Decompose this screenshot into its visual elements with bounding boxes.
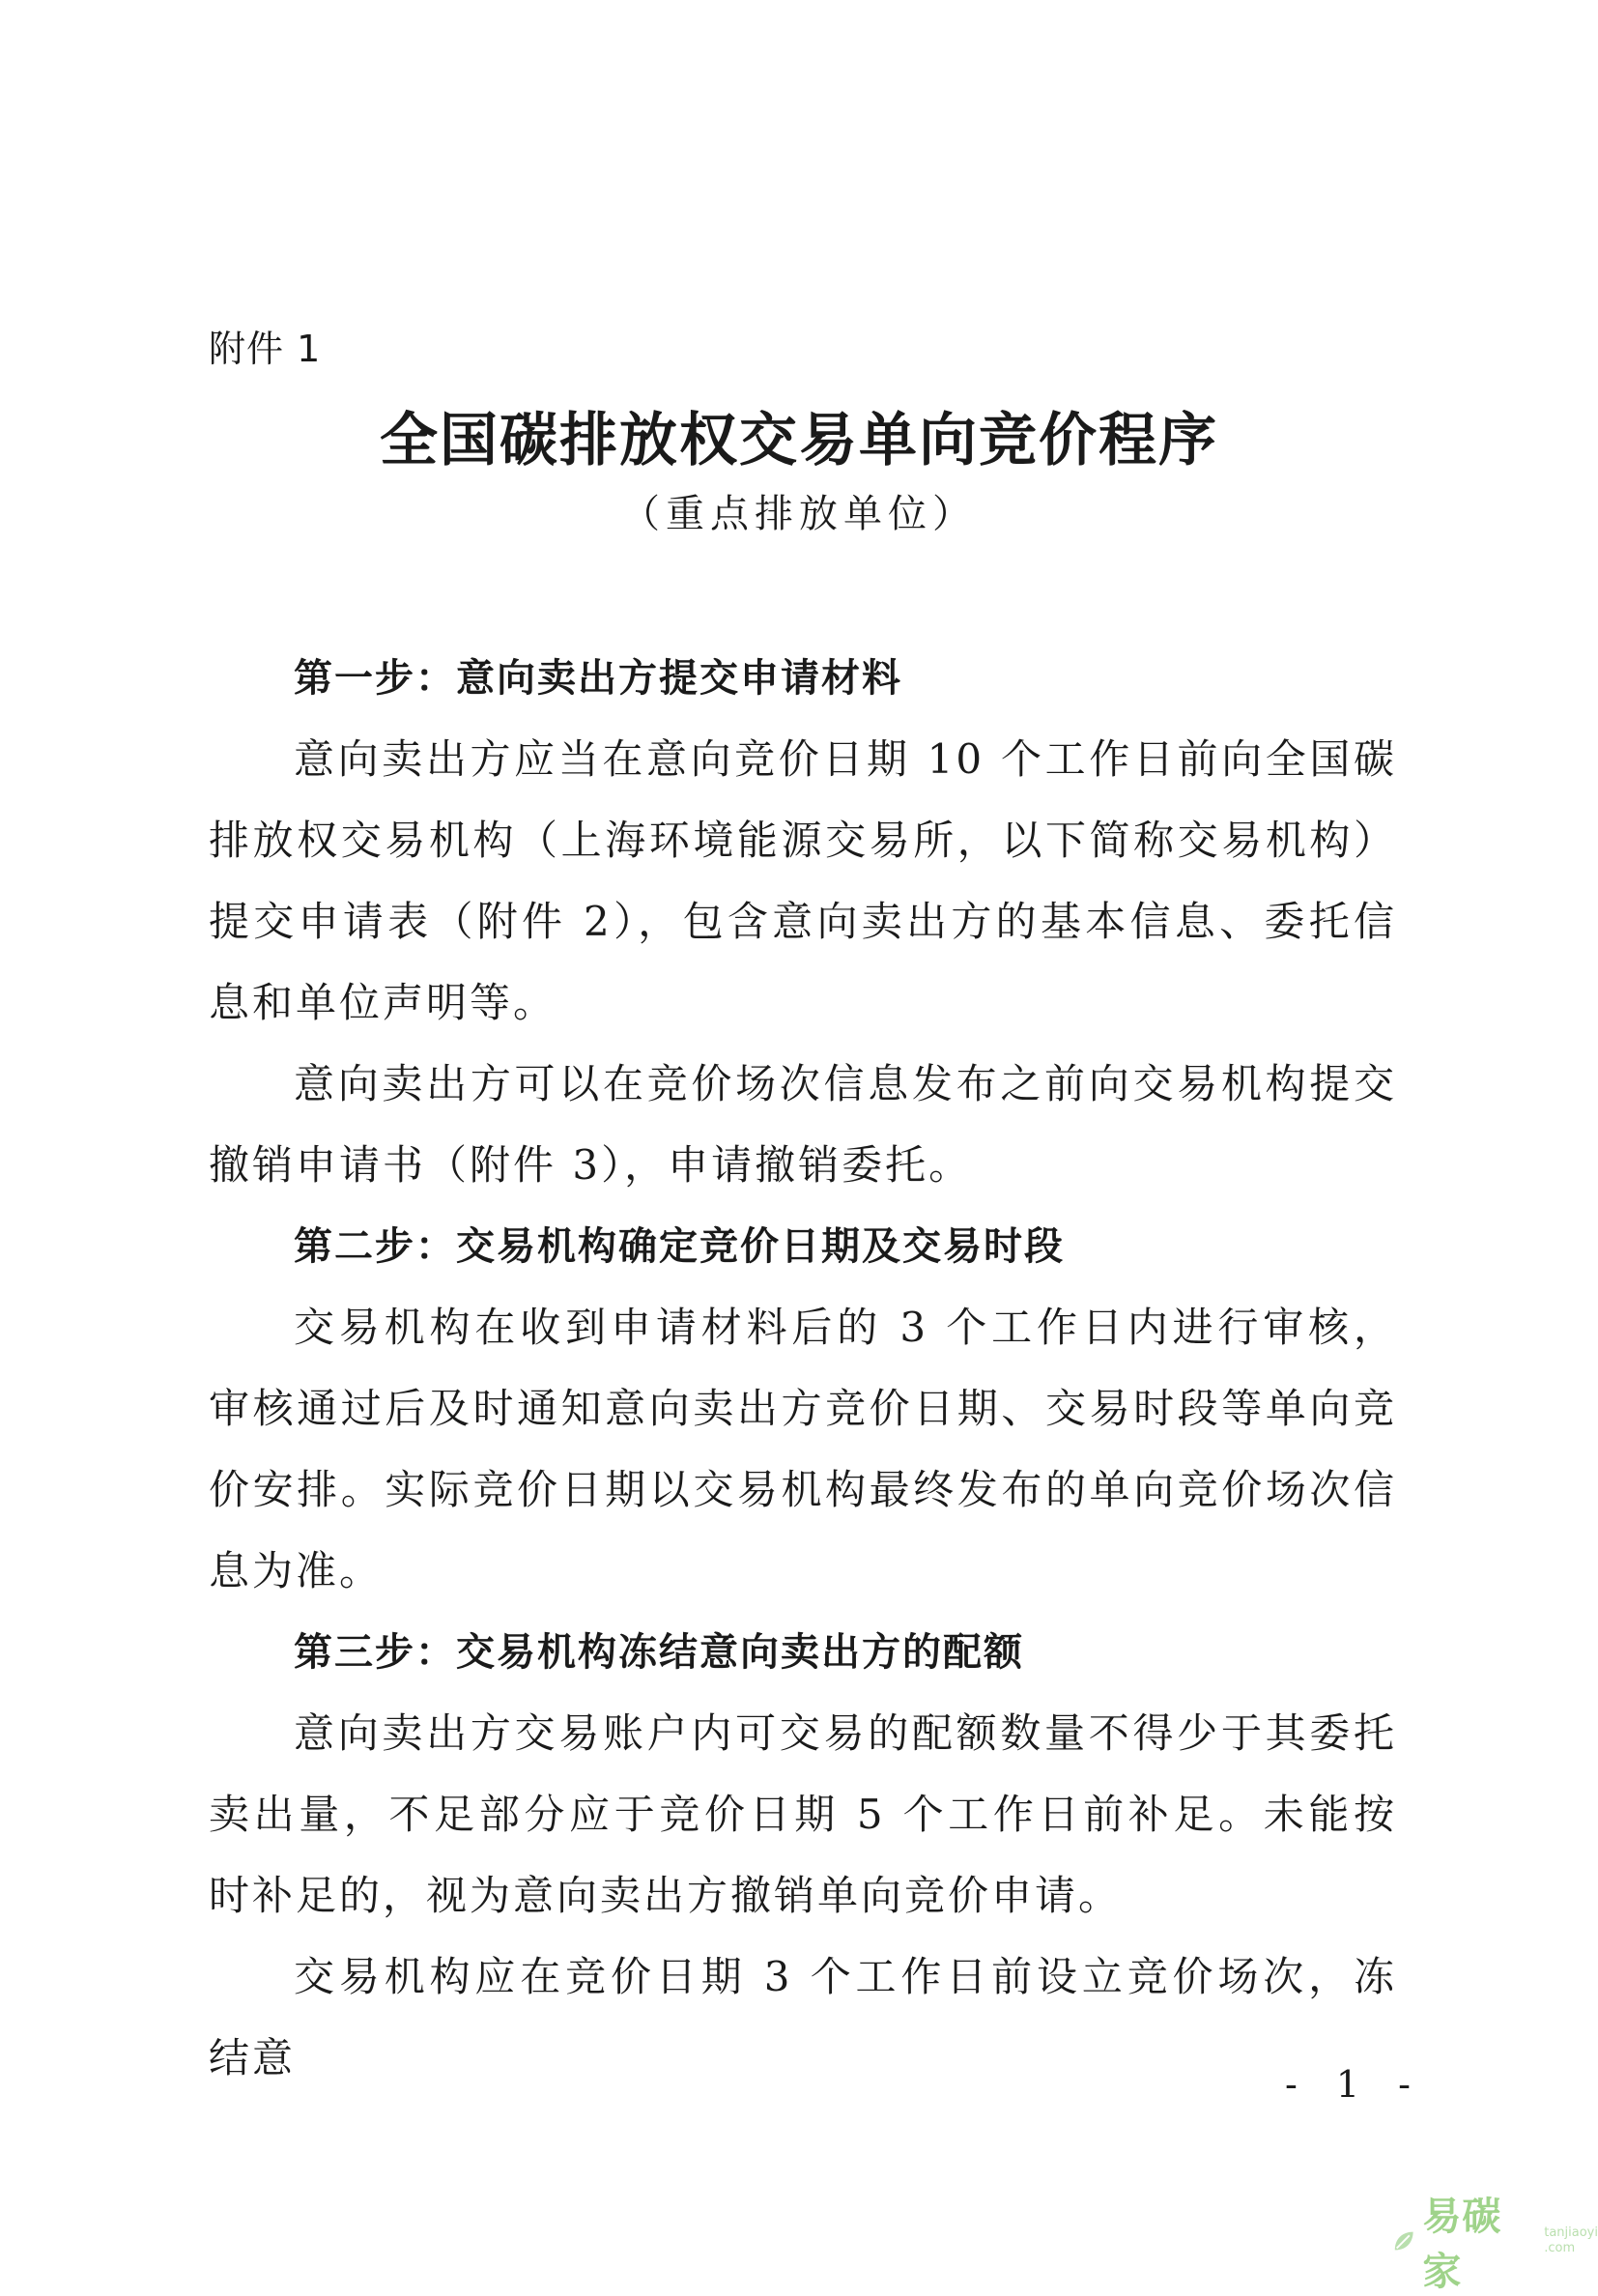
paragraph: 意向卖出方交易账户内可交易的配额数量不得少于其委托卖出量，不足部分应于竞价日期 5 个工作日前补足。未能按时补足的，视为意向卖出方撤销单向竞价申请。	[209, 1709, 1397, 1919]
page-number: - 1 -	[1285, 2063, 1425, 2106]
section-heading-step-1: 第一步：意向卖出方提交申请材料	[294, 656, 902, 701]
document-body	[209, 638, 1397, 2099]
paragraph: 交易机构在收到申请材料后的 3 个工作日内进行审核，审核通过后及时通知意向卖出方竞价日期、交易时段等单向竞价安排。实际竞价日期以交易机构最终发布的单向竞价场次信息为准。	[209, 1304, 1397, 1594]
document-title: 全国碳排放权交易单向竞价程序	[380, 407, 1218, 474]
watermark-text: 易碳家	[1422, 2195, 1502, 2294]
watermark-domain	[1544, 2225, 1598, 2256]
watermark-domain-line2: .com	[1544, 2241, 1576, 2255]
paragraph: 交易机构应在竞价日期 3 个工作日前设立竞价场次，冻结意	[209, 1953, 1397, 2081]
section-heading-step-2: 第二步：交易机构确定竞价日期及交易时段	[294, 1224, 1065, 1269]
watermark	[1391, 2186, 1598, 2296]
section-heading-step-3: 第三步：交易机构冻结意向卖出方的配额	[294, 1630, 1024, 1675]
paragraph: 意向卖出方可以在竞价场次信息发布之前向交易机构提交撤销申请书（附件 3），申请撤销委托。	[209, 1060, 1397, 1189]
document-subtitle: （重点排放单位）	[621, 492, 977, 536]
attachment-label: 附件 1	[209, 328, 322, 370]
paragraph: 意向卖出方应当在意向竞价日期 10 个工作日前向全国碳排放权交易机构（上海环境能源交易所，以下简称交易机构）提交申请表（附件 2），包含意向卖出方的基本信息、委托信息和单位声明等。	[209, 735, 1397, 1026]
leaf-icon	[1391, 2227, 1416, 2254]
watermark-domain-line1: tanjiaoyi	[1544, 2225, 1598, 2240]
